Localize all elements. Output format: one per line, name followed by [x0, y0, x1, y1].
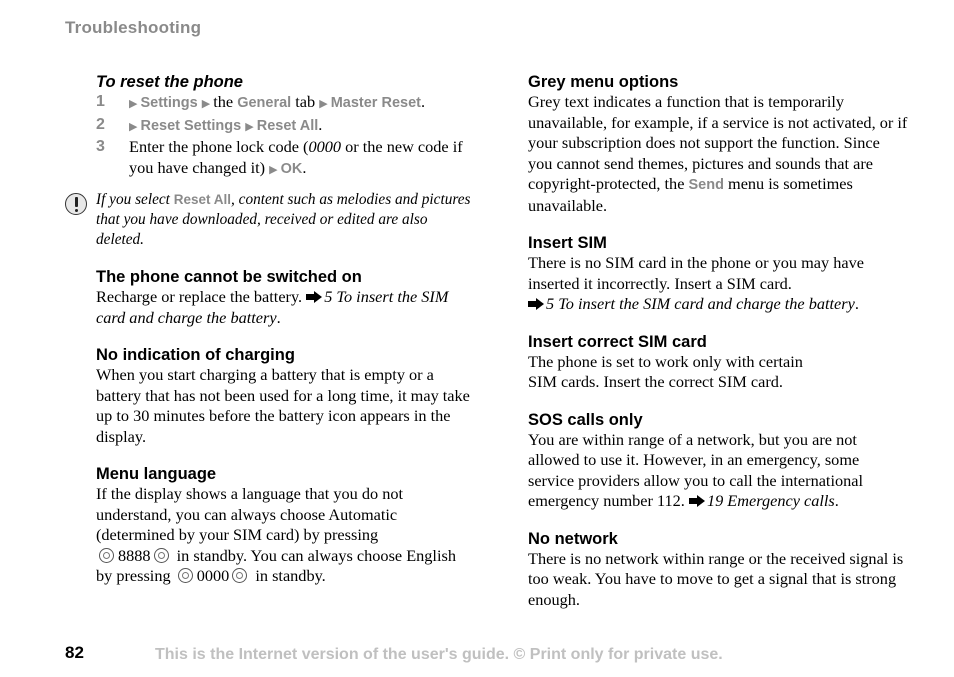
- key-code: 8888: [118, 545, 151, 565]
- body-text: You are within range of a network, but you are not allowed to use it. However, in an emergency, some service providers allow you to call the international emergency number 112.: [528, 429, 864, 510]
- page-number: 82: [65, 643, 84, 662]
- arrow-right-icon: ▶: [129, 120, 138, 133]
- step-1: [96, 92, 471, 115]
- lock-code: 0000: [308, 137, 342, 156]
- body-text: SIM cards. Insert the correct SIM card.: [528, 372, 783, 391]
- punct: .: [834, 491, 839, 510]
- note-text: If you select: [96, 191, 174, 208]
- menu-send: Send: [688, 177, 724, 193]
- body-text: in standby. You can always choose English by pressing: [96, 545, 456, 585]
- arrow-right-icon: ▶: [269, 163, 278, 176]
- key-code: 0000: [196, 566, 230, 585]
- arrow-right-icon: ▶: [201, 98, 211, 110]
- menu-reset-settings: Reset Settings: [140, 117, 242, 134]
- cross-reference: 5 To insert the SIM card and charge the battery: [546, 294, 855, 313]
- body-text: menu is sometimes unavailable.: [528, 174, 853, 215]
- arrow-right-icon: ▶: [245, 120, 254, 133]
- exclamation-icon: [65, 193, 87, 215]
- menu-ok: OK: [280, 160, 303, 177]
- reset-phone-heading: To reset the phone: [96, 73, 243, 91]
- sos-heading: SOS calls only: [528, 410, 643, 429]
- punct: .: [318, 114, 323, 134]
- right-column: [528, 72, 908, 610]
- menu-master-reset: Master Reset: [330, 95, 421, 111]
- reference-arrow-icon: [528, 298, 544, 310]
- navigation-key-icon: [232, 568, 247, 583]
- step-2: [96, 115, 471, 138]
- sos-text: [528, 430, 908, 512]
- menu-general: General: [237, 95, 292, 111]
- step-text: the: [213, 92, 234, 111]
- body-text: There is no SIM card in the phone or you may have inserted it incorrectly. Insert a SIM card.: [528, 253, 864, 293]
- step-text: or the new code if you have changed it): [129, 137, 463, 177]
- charging-text: When you start charging a battery that is empty or a battery that has not been used for a long time, it may take up to 30 minutes before the battery icon appears in the display.: [96, 365, 470, 446]
- reset-steps: [96, 92, 471, 180]
- step-text: tab: [295, 92, 316, 111]
- navigation-key-icon: [178, 568, 193, 583]
- reference-arrow-icon: [306, 291, 322, 303]
- navigation-key-icon: [99, 548, 114, 563]
- cross-reference: 19 Emergency calls: [706, 491, 835, 510]
- note-text: , content such as melodies and pictures that you have downloaded, received or edited are also deleted.: [96, 191, 471, 248]
- punct: .: [420, 92, 426, 111]
- body-text: The phone is set to work only with certain: [528, 351, 803, 371]
- navigation-key-icon: [154, 548, 169, 563]
- reference-arrow-icon: [689, 495, 705, 507]
- charging-heading: No indication of charging: [96, 346, 295, 364]
- warning-note: [96, 190, 471, 250]
- cross-reference: 5 To insert the SIM card and charge the battery: [96, 287, 449, 327]
- footer-notice: This is the Internet version of the user's guide. © Print only for private use.: [155, 646, 723, 663]
- body-text: Grey text indicates a function that is temporarily unavailable, for example, if a service is not activated, or if your subscription does not support the function. Since you cannot send themes, pictures and sounds that are copyright-protected, the: [528, 92, 908, 193]
- arrow-right-icon: ▶: [319, 98, 328, 110]
- step-text: Enter the phone lock code (: [129, 137, 309, 156]
- body-text: If the display shows a language that you do not understand, you can always choose Automatic (determined by your SIM card) by pressing: [96, 484, 404, 544]
- switch-on-text: [96, 287, 471, 328]
- switch-on-heading: The phone cannot be switched on: [96, 268, 362, 286]
- correct-sim-heading: Insert correct SIM card: [528, 332, 707, 351]
- menu-settings: Settings: [140, 95, 198, 111]
- body-text: Recharge or replace the battery.: [96, 287, 307, 306]
- no-network-heading: No network: [528, 529, 618, 548]
- body-text: in standby.: [255, 566, 326, 585]
- step-number: 1: [96, 93, 105, 110]
- left-column: [96, 72, 471, 587]
- insert-sim-heading: Insert SIM: [528, 234, 607, 252]
- punct: .: [302, 157, 307, 177]
- step-number: 2: [96, 115, 105, 133]
- menu-reset-all: Reset All: [173, 192, 232, 207]
- grey-menu-heading: Grey menu options: [528, 73, 679, 91]
- correct-sim-text: [528, 352, 908, 393]
- arrow-right-icon: ▶: [129, 98, 138, 110]
- no-network-text: There is no network within range or the received signal is too weak. You have to move to get a signal that is strong enough.: [528, 548, 904, 609]
- step-3: [96, 137, 471, 180]
- menu-reset-all: Reset All: [256, 117, 319, 134]
- punct: .: [276, 307, 281, 327]
- insert-sim-text: [528, 253, 908, 315]
- menu-language-heading: Menu language: [96, 465, 217, 483]
- menu-language-text: [96, 484, 471, 587]
- step-number: 3: [96, 138, 105, 155]
- punct: .: [854, 294, 859, 313]
- grey-menu-text: [528, 92, 908, 216]
- section-header: Troubleshooting: [65, 18, 202, 37]
